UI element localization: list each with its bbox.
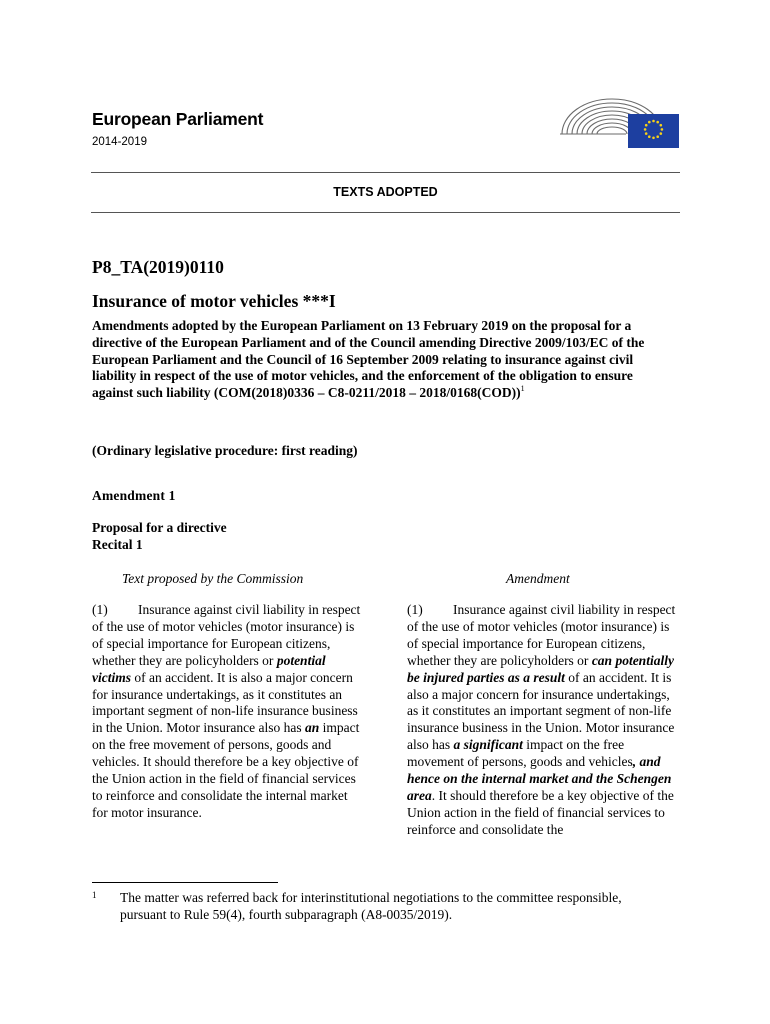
amendment-column-heading: Amendment xyxy=(506,571,570,586)
amendment-text-part: impact on the free movement of persons, goods and vehicles xyxy=(407,737,633,770)
organisation-name: European Parliament xyxy=(92,109,264,129)
amendment-text-emphasis: , and hence on the internal market and the Schengen area xyxy=(407,754,672,803)
footnote-divider xyxy=(92,882,278,883)
summary-text: Amendments adopted by the European Parliament on 13 February 2019 on the proposal for a directive of the European Parliament and of the Council amending Directive 2009/103/EC of the European Parliament and the Council of 16 September 2009 relating to insurance against civil liability in respect of the use of motor vehicles, and the enforcement of the obligation to ensure against such liability (COM(2018)0336 – C8-0211/2018 – 2018/0168(COD)) xyxy=(92,318,645,401)
footnote-reference: 1 xyxy=(520,384,525,394)
paragraph-number: (1) xyxy=(407,602,423,617)
amendment-number: Amendment 1 xyxy=(92,488,176,503)
document-title: Insurance of motor vehicles ***I xyxy=(92,291,336,311)
footnote-mark: 1 xyxy=(92,890,97,900)
recital-line: Recital 1 xyxy=(92,536,143,552)
european-parliament-hemicycle-logo xyxy=(556,84,681,150)
parliamentary-term: 2014-2019 xyxy=(92,136,147,148)
amendment-target xyxy=(92,520,227,553)
amendment-text-column xyxy=(407,602,681,870)
procedure-note: (Ordinary legislative procedure: first reading) xyxy=(92,443,358,458)
commission-column-heading: Text proposed by the Commission xyxy=(122,571,304,586)
amendment-text-part: of an accident. It is also a major concern for insurance undertakings, as it constitutes an important segment of non-life insurance business in the Union. Motor insurance also has xyxy=(407,669,675,753)
paragraph-number: (1) xyxy=(92,602,108,617)
commission-text-part: Insurance against civil liability in respect of the use of motor vehicles (motor insurance) is of special importance for European citizens, whether they are policyholders or xyxy=(92,602,361,668)
amendment-text-part: Insurance against civil liability in respect of the use of motor vehicles (motor insurance) is of special importance for European citizens, whether they are policyholders or xyxy=(407,602,676,668)
footnote-text: The matter was referred back for interinstitutional negotiations to the committee responsible, pursuant to Rule 59(4), fourth subparagraph (A8-0035/2019). xyxy=(120,890,622,922)
amendment-text-emphasis: a significant xyxy=(453,737,523,753)
proposal-line: Proposal for a directive xyxy=(92,520,227,535)
commission-text-emphasis: potential victims xyxy=(92,652,326,685)
document-type-heading: TEXTS ADOPTED xyxy=(333,185,438,199)
commission-text-column xyxy=(92,602,364,822)
commission-text-emphasis: an xyxy=(304,720,320,736)
document-reference: P8_TA(2019)0110 xyxy=(92,257,224,277)
commission-text-part: impact on the free movement of persons, goods and vehicles. It should therefore be a key objective of the Union action in the field of financial services to reinforce and consolidate the internal market for motor insurance. xyxy=(92,720,360,820)
commission-text-part: of an accident. It is also a major concern for insurance undertakings, as it constitutes an important segment of non-life insurance business in the Union. Motor insurance also has xyxy=(92,669,358,736)
amendment-text-part: . It should therefore be a key objective of the Union action in the field of financial services to reinforce and consolidate the xyxy=(407,787,674,837)
document-summary xyxy=(92,318,657,402)
eu-flag-icon xyxy=(628,114,679,148)
header-divider-bottom xyxy=(91,212,680,213)
header-divider-top xyxy=(91,172,680,173)
amendment-text-emphasis: can potentially be injured parties as a result xyxy=(407,652,674,685)
